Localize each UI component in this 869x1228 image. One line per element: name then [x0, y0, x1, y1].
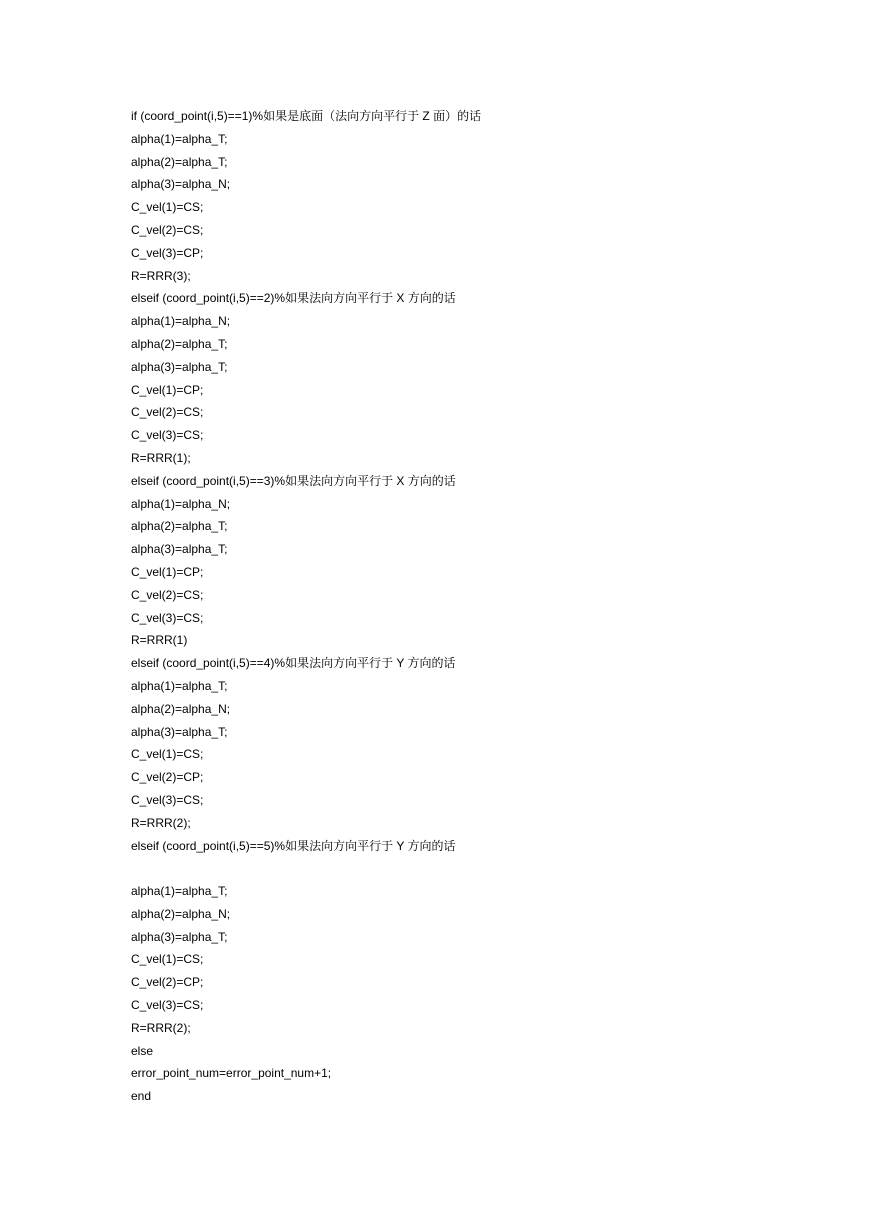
code-line: alpha(1)=alpha_T; — [131, 678, 228, 693]
code-listing — [131, 105, 811, 1108]
code-line: elseif (coord_point(i,5)==5)%如果法向方向平行于 Y 方向的话 — [131, 838, 456, 853]
code-line: C_vel(3)=CS; — [131, 998, 204, 1013]
code-line: alpha(1)=alpha_T; — [131, 884, 228, 899]
code-line: alpha(2)=alpha_N; — [131, 906, 231, 921]
code-line: elseif (coord_point(i,5)==4)%如果法向方向平行于 Y 方向的话 — [131, 656, 456, 671]
code-line: elseif (coord_point(i,5)==3)%如果法向方向平行于 X 方向的话 — [131, 473, 456, 488]
code-line: alpha(1)=alpha_N; — [131, 314, 231, 329]
code-line: end — [131, 1089, 152, 1104]
code-line: C_vel(2)=CS; — [131, 405, 204, 420]
code-line: R=RRR(1) — [131, 633, 188, 648]
code-line: alpha(2)=alpha_N; — [131, 701, 231, 716]
code-line: alpha(3)=alpha_T; — [131, 542, 228, 557]
code-line: alpha(2)=alpha_T; — [131, 519, 228, 534]
code-line: R=RRR(1); — [131, 450, 191, 465]
code-line: else — [131, 1043, 154, 1058]
code-line: C_vel(2)=CS; — [131, 587, 204, 602]
code-line: C_vel(3)=CS; — [131, 610, 204, 625]
code-line: C_vel(1)=CP; — [131, 382, 204, 397]
code-line: alpha(3)=alpha_T; — [131, 929, 228, 944]
code-line: elseif (coord_point(i,5)==2)%如果法向方向平行于 X 方向的话 — [131, 291, 456, 306]
code-line: R=RRR(3); — [131, 268, 191, 283]
code-line: alpha(2)=alpha_T; — [131, 154, 228, 169]
code-line: C_vel(2)=CS; — [131, 222, 204, 237]
code-line: alpha(2)=alpha_T; — [131, 336, 228, 351]
code-line: alpha(3)=alpha_T; — [131, 359, 228, 374]
code-line: R=RRR(2); — [131, 815, 191, 830]
code-line: if (coord_point(i,5)==1)%如果是底面（法向方向平行于 Z 面）的话 — [131, 109, 482, 123]
code-line: C_vel(3)=CS; — [131, 428, 204, 443]
code-line: alpha(3)=alpha_T; — [131, 724, 228, 739]
code-line: C_vel(1)=CS; — [131, 747, 204, 762]
code-line: alpha(3)=alpha_N; — [131, 177, 231, 192]
code-line: C_vel(1)=CS; — [131, 952, 204, 967]
code-line: C_vel(2)=CP; — [131, 975, 204, 990]
code-line: R=RRR(2); — [131, 1020, 191, 1035]
code-line: C_vel(1)=CS; — [131, 200, 204, 215]
code-line: C_vel(1)=CP; — [131, 564, 204, 579]
code-line: alpha(1)=alpha_N; — [131, 496, 231, 511]
code-line: alpha(1)=alpha_T; — [131, 131, 228, 146]
code-line: C_vel(3)=CS; — [131, 792, 204, 807]
code-line: C_vel(2)=CP; — [131, 770, 204, 785]
code-line — [131, 857, 811, 880]
code-line: error_point_num=error_point_num+1; — [131, 1066, 332, 1081]
code-line: C_vel(3)=CP; — [131, 245, 204, 260]
